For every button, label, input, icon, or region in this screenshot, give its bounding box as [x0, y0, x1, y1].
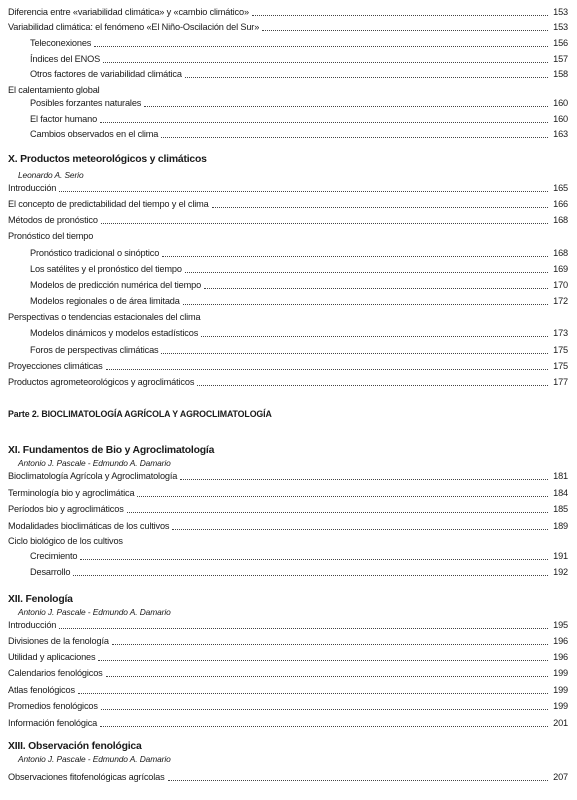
dot-leader	[180, 479, 548, 480]
entry-title: Crecimiento	[30, 551, 78, 561]
entry-title: Ciclo biológico de los cultivos	[8, 536, 123, 546]
entry-title: Desarrollo	[30, 567, 71, 577]
toc-subentry[interactable]	[30, 551, 568, 562]
section-author: Antonio J. Pascale - Edmundo A. Damario	[18, 754, 171, 764]
page-number: 165	[553, 183, 568, 193]
dot-leader	[183, 304, 548, 305]
page-number: 195	[553, 620, 568, 630]
toc-subentry[interactable]	[30, 69, 568, 80]
page-number: 160	[553, 98, 568, 108]
toc-entry[interactable]	[8, 22, 568, 33]
dot-leader	[112, 644, 548, 645]
dot-leader	[162, 256, 548, 257]
entry-title: Perspectivas o tendencias estacionales del clima	[8, 312, 201, 322]
entry-title: Divisiones de la fenología	[8, 636, 109, 646]
page-number: 184	[553, 488, 568, 498]
toc-subentry[interactable]	[30, 129, 568, 140]
entry-title: Observaciones fitofenológicas agrícolas	[8, 772, 165, 782]
page-number: 192	[553, 567, 568, 577]
page-number: 169	[553, 264, 568, 274]
toc-entry[interactable]	[8, 183, 568, 194]
page-number: 191	[553, 551, 568, 561]
entry-title: Atlas fenológicos	[8, 685, 75, 695]
entry-title: Productos agrometeorológicos y agroclimáticos	[8, 377, 195, 387]
toc-entry[interactable]	[8, 701, 568, 712]
section-author: Antonio J. Pascale - Edmundo A. Damario	[18, 607, 171, 617]
page-number: 168	[553, 215, 568, 225]
entry-title: Pronóstico tradicional o sinóptico	[30, 248, 160, 258]
page-number: 199	[553, 685, 568, 695]
entry-title: Modelos de predicción numérica del tiempo	[30, 280, 202, 290]
toc-subentry[interactable]	[30, 38, 568, 49]
dot-leader	[78, 693, 548, 694]
page-number: 172	[553, 296, 568, 306]
dot-leader	[59, 191, 548, 192]
entry-title: Utilidad y aplicaciones	[8, 652, 96, 662]
page-number: 166	[553, 199, 568, 209]
toc-entry[interactable]	[8, 312, 568, 323]
page-number: 201	[553, 718, 568, 728]
dot-leader	[252, 15, 548, 16]
toc-entry[interactable]	[8, 85, 568, 96]
page-number: 153	[553, 7, 568, 17]
toc-entry[interactable]	[8, 636, 568, 647]
entry-title: El concepto de predictabilidad del tiempo y el clima	[8, 199, 209, 209]
toc-entry[interactable]	[8, 536, 568, 547]
entry-title: Cambios observados en el clima	[30, 129, 159, 139]
toc-subentry[interactable]	[30, 345, 568, 356]
dot-leader	[127, 512, 548, 513]
page-number: 196	[553, 652, 568, 662]
dot-leader	[201, 336, 548, 337]
entry-title: Métodos de pronóstico	[8, 215, 98, 225]
dot-leader	[185, 77, 548, 78]
page-number: 170	[553, 280, 568, 290]
toc-subentry[interactable]	[30, 54, 568, 65]
toc-entry[interactable]	[8, 685, 568, 696]
section-heading: XIII. Observación fenológica	[8, 741, 142, 752]
entry-title: El calentamiento global	[8, 85, 100, 95]
entry-title: Información fenológica	[8, 718, 98, 728]
entry-title: El factor humano	[30, 114, 98, 124]
dot-leader	[101, 709, 548, 710]
page-number: 175	[553, 345, 568, 355]
page-number: 168	[553, 248, 568, 258]
toc-subentry[interactable]	[30, 98, 568, 109]
toc-subentry[interactable]	[30, 280, 568, 291]
dot-leader	[161, 137, 548, 138]
entry-title: Foros de perspectivas climáticas	[30, 345, 159, 355]
entry-title: Calendarios fenológicos	[8, 668, 103, 678]
entry-title: Variabilidad climática: el fenómeno «El Niño-Oscilación del Sur»	[8, 22, 260, 32]
entry-title: Proyecciones climáticas	[8, 361, 103, 371]
dot-leader	[262, 30, 548, 31]
toc-entry[interactable]	[8, 7, 568, 18]
page-number: 153	[553, 22, 568, 32]
dot-leader	[73, 575, 548, 576]
dot-leader	[168, 780, 548, 781]
section-heading: X. Productos meteorológicos y climáticos	[8, 154, 207, 165]
toc-entry[interactable]	[8, 199, 568, 210]
page-number: 173	[553, 328, 568, 338]
entry-title: Posibles forzantes naturales	[30, 98, 142, 108]
section-heading: XI. Fundamentos de Bio y Agroclimatología	[8, 445, 215, 456]
entry-title: Índices del ENOS	[30, 54, 101, 64]
dot-leader	[197, 385, 548, 386]
page-number: 160	[553, 114, 568, 124]
entry-title: Bioclimatología Agrícola y Agroclimatología	[8, 471, 178, 481]
toc-subentry[interactable]	[30, 328, 568, 339]
entry-title: Modelos dinámicos y modelos estadísticos	[30, 328, 199, 338]
entry-title: Introducción	[8, 620, 57, 630]
page-number: 189	[553, 521, 568, 531]
entry-title: Modalidades bioclimáticas de los cultivos	[8, 521, 170, 531]
dot-leader	[172, 529, 548, 530]
page-number: 156	[553, 38, 568, 48]
dot-leader	[103, 62, 548, 63]
dot-leader	[144, 106, 548, 107]
page-number: 199	[553, 701, 568, 711]
page-number: 157	[553, 54, 568, 64]
page-number: 196	[553, 636, 568, 646]
toc-entry[interactable]	[8, 488, 568, 499]
page-number: 163	[553, 129, 568, 139]
entry-title: Diferencia entre «variabilidad climática» y «cambio climático»	[8, 7, 249, 17]
toc-entry[interactable]	[8, 652, 568, 663]
toc-subentry[interactable]	[30, 264, 568, 275]
dot-leader	[161, 353, 548, 354]
page-number: 199	[553, 668, 568, 678]
dot-leader	[212, 207, 548, 208]
page-number: 207	[553, 772, 568, 782]
page-number: 185	[553, 504, 568, 514]
page-number: 181	[553, 471, 568, 481]
section-heading: XII. Fenología	[8, 594, 73, 605]
toc-subentry[interactable]	[30, 248, 568, 259]
toc-entry[interactable]	[8, 718, 568, 729]
entry-title: Pronóstico del tiempo	[8, 231, 94, 241]
toc-entry[interactable]	[8, 772, 568, 783]
page-number: 177	[553, 377, 568, 387]
section-author: Leonardo A. Serio	[18, 170, 84, 180]
toc-subentry[interactable]	[30, 296, 568, 307]
toc-entry[interactable]	[8, 471, 568, 482]
page-number: 158	[553, 69, 568, 79]
entry-title: Promedios fenológicos	[8, 701, 98, 711]
dot-leader	[185, 272, 548, 273]
toc-subentry[interactable]	[30, 567, 568, 578]
toc-entry[interactable]	[8, 361, 568, 372]
dot-leader	[204, 288, 548, 289]
dot-leader	[137, 496, 548, 497]
entry-title: Otros factores de variabilidad climática	[30, 69, 182, 79]
entry-title: Terminología bio y agroclimática	[8, 488, 135, 498]
entry-title: Modelos regionales o de área limitada	[30, 296, 180, 306]
dot-leader	[101, 223, 548, 224]
entry-title: Teleconexiones	[30, 38, 92, 48]
toc-entry[interactable]	[8, 504, 568, 515]
toc-entry[interactable]	[8, 521, 568, 532]
entry-title: Períodos bio y agroclimáticos	[8, 504, 124, 514]
dot-leader	[80, 559, 548, 560]
section-author: Antonio J. Pascale - Edmundo A. Damario	[18, 458, 171, 468]
toc-entry[interactable]	[8, 215, 568, 226]
dot-leader	[98, 660, 548, 661]
part-title: Parte 2. BIOCLIMATOLOGÍA AGRÍCOLA Y AGROCLIMATOLOGÍA	[8, 409, 272, 419]
toc-entry[interactable]	[8, 377, 568, 388]
toc-entry[interactable]	[8, 668, 568, 679]
dot-leader	[100, 122, 548, 123]
dot-leader	[106, 676, 548, 677]
toc-entry[interactable]	[8, 231, 568, 242]
dot-leader	[100, 726, 548, 727]
entry-title: Introducción	[8, 183, 57, 193]
toc-subentry[interactable]	[30, 114, 568, 125]
dot-leader	[94, 46, 548, 47]
toc-entry[interactable]	[8, 620, 568, 631]
dot-leader	[59, 628, 548, 629]
dot-leader	[106, 369, 548, 370]
page-number: 175	[553, 361, 568, 371]
entry-title: Los satélites y el pronóstico del tiempo	[30, 264, 182, 274]
